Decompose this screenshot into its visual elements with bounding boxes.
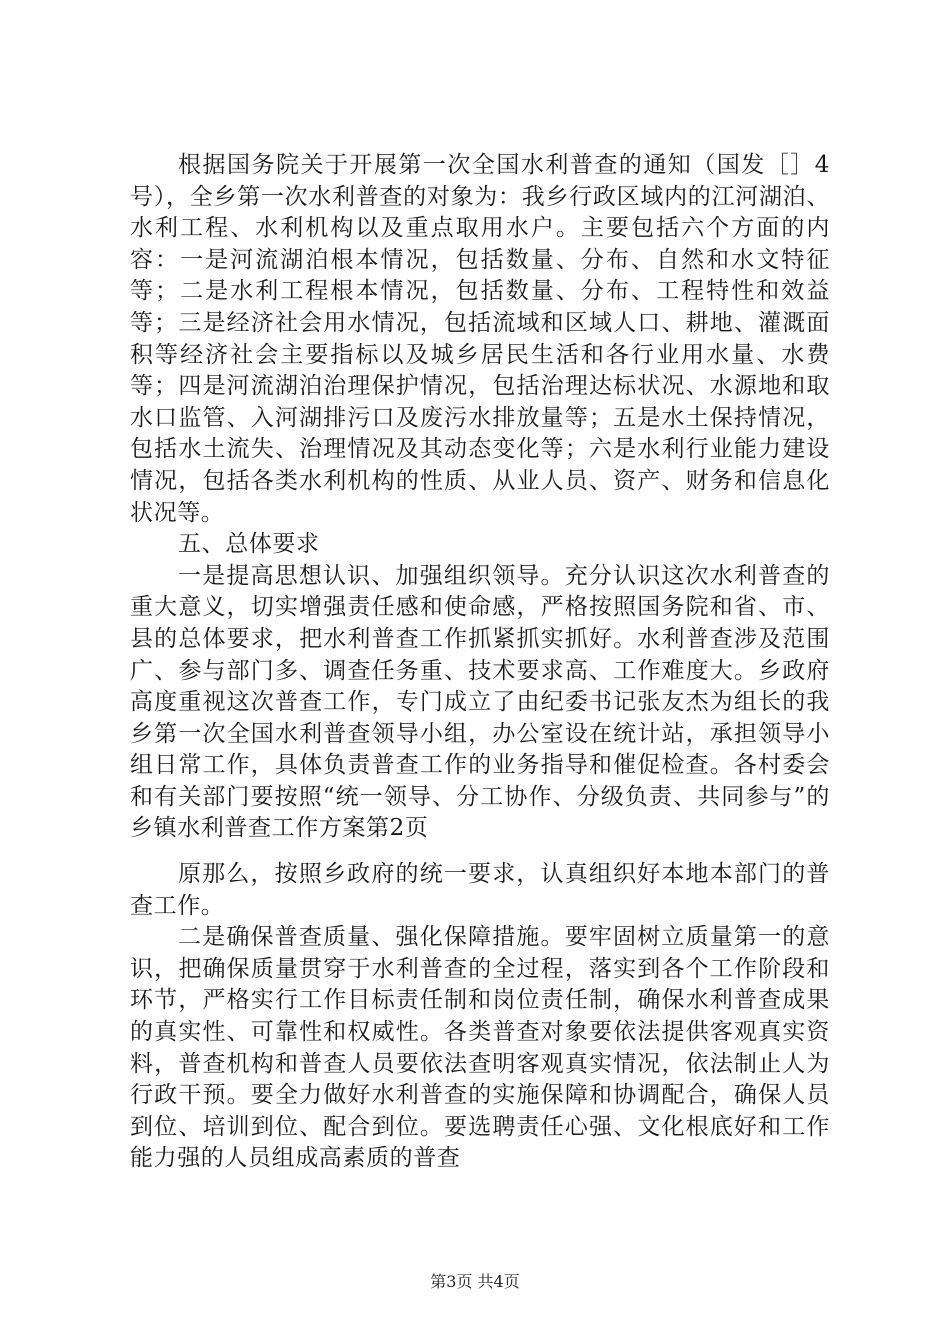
document-body <box>130 150 830 1175</box>
paragraph-survey-scope: 根据国务院关于开展第一次全国水利普查的通知（国发［］4号），全乡第一次水利普查的对象为：我乡行政区域内的江河湖泊、水利工程、水利机构以及重点取用水户。主要包括六个方面的内容：一是河流湖泊根本情况，包括数量、分布、自然和水文特征等；二是水利工程根本情况，包括数量、分布、工程特性和效益等；三是经济社会用水情况，包括流域和区域人口、耕地、灌溉面积等经济社会主要指标以及城乡居民生活和各行业用水量、水费等；四是河流湖泊治理保护情况，包括治理达标状况、水源地和取水口监管、入河湖排污口及废污水排放量等；五是水土保持情况，包括水土流失、治理情况及其动态变化等；六是水利行业能力建设情况，包括各类水利机构的性质、从业人员、资产、财务和信息化状况等。 <box>130 152 830 526</box>
section-heading-general-requirements: 五、总体要求 <box>178 531 320 558</box>
page-footer: 第3页 共4页 <box>430 1272 520 1291</box>
paragraph-principle: 原那么，按照乡政府的统一要求，认真组织好本地本部门的普查工作。 <box>130 861 830 919</box>
paragraph-organization-leadership: 一是提高思想认识、加强组织领导。充分认识这次水利普查的重大意义，切实增强责任感和使命感，严格按照国务院和省、市、县的总体要求，把水利普查工作抓紧抓实抓好。水利普查涉及范围广、参与部门多、调查任务重、技术要求高、工作难度大。乡政府高度重视这次普查工作，专门成立了由纪委书记张友杰为组长的我乡第一次全国水利普查领导小组，办公室设在统计站，承担领导小组日常工作，具体负责普查工作的业务指导和催促检查。各村委会和有关部门要按照“统一领导、分工协作、分级负责、共同参与”的乡镇水利普查工作方案第2页 <box>130 562 830 842</box>
paragraph-quality-assurance: 二是确保普查质量、强化保障措施。要牢固树立质量第一的意识，把确保质量贯穿于水利普查的全过程，落实到各个工作阶段和环节，严格实行工作目标责任制和岗位责任制，确保水利普查成果的真实性、可靠性和权威性。各类普查对象要依法提供客观真实资料，普查机构和普查人员要依法查明客观真实情况，依法制止人为行政干预。要全力做好水利普查的实施保障和协调配合，确保人员到位、培训到位、配合到位。要选聘责任心强、文化根底好和工作能力强的人员组成高素质的普查 <box>130 924 830 1172</box>
page-break-gap <box>130 845 830 859</box>
